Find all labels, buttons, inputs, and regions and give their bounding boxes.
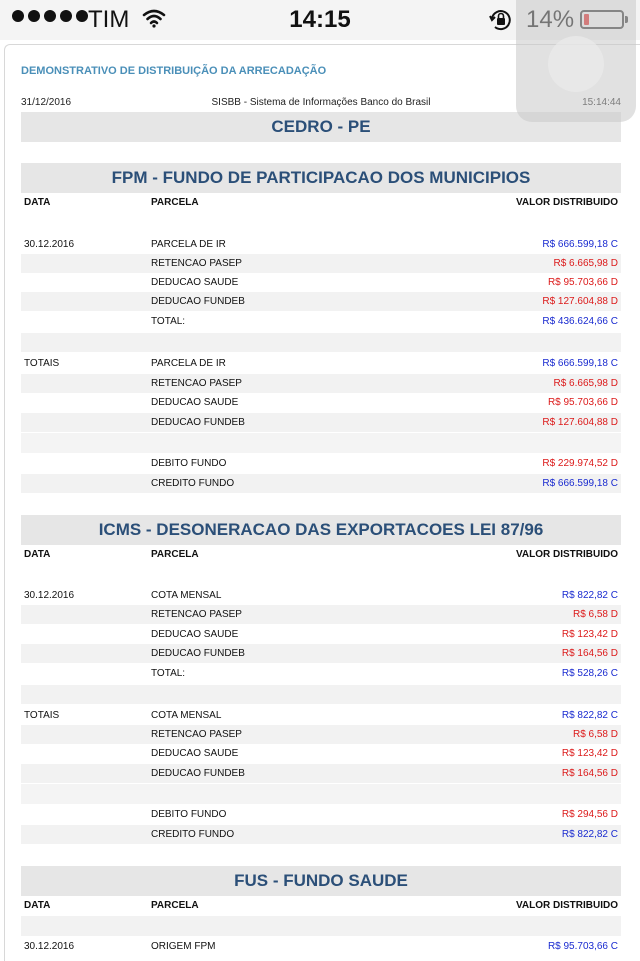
row-value: R$ 95.703,66 D	[547, 397, 618, 408]
floating-assistive-button[interactable]	[516, 0, 636, 122]
table-row	[21, 454, 621, 473]
table-row	[21, 764, 621, 783]
fus-column-headers	[21, 896, 621, 915]
column-date: DATA	[24, 197, 51, 208]
table-row	[21, 354, 621, 373]
table-spacer	[21, 685, 621, 704]
table-row	[21, 805, 621, 824]
row-parcel: CREDITO FUNDO	[151, 478, 235, 489]
row-totals-label: TOTAIS	[24, 710, 60, 721]
system-name: SISBB - Sistema de Informações Banco do Brasil	[211, 97, 431, 108]
row-parcel: DEDUCAO SAUDE	[151, 277, 239, 288]
clock: 14:15	[289, 6, 351, 33]
table-row	[21, 644, 621, 663]
table-row-total	[21, 664, 621, 683]
table-row	[21, 586, 621, 605]
table-row	[21, 744, 621, 763]
assistive-touch-icon	[548, 36, 604, 92]
column-parcel: PARCELA	[151, 900, 199, 911]
row-value: R$ 6.665,98 D	[553, 258, 618, 269]
table-row	[21, 374, 621, 393]
row-parcel: RETENCAO PASEP	[151, 609, 242, 620]
table-spacer	[21, 433, 621, 453]
icms-section-title: ICMS - DESONERACAO DAS EXPORTACOES LEI 87/96	[21, 515, 621, 545]
row-value: R$ 666.599,18 C	[542, 358, 618, 369]
table-row	[21, 393, 621, 412]
report-date: 31/12/2016	[21, 97, 72, 108]
fus-section-title: FUS - FUNDO SAUDE	[21, 866, 621, 896]
row-totals-label: TOTAIS	[24, 358, 60, 369]
column-parcel: PARCELA	[151, 549, 199, 560]
table-row-total	[21, 312, 621, 331]
row-parcel: DEDUCAO FUNDEB	[151, 768, 245, 779]
table-row	[21, 474, 621, 493]
row-parcel: PARCELA DE IR	[151, 358, 226, 369]
row-value: R$ 436.624,66 C	[542, 316, 618, 327]
table-row	[21, 413, 621, 432]
row-parcel: DEBITO FUNDO	[151, 809, 227, 820]
row-value: R$ 95.703,66 D	[547, 277, 618, 288]
row-parcel: RETENCAO PASEP	[151, 378, 242, 389]
row-value: R$ 666.599,18 C	[542, 239, 618, 250]
row-parcel: RETENCAO PASEP	[151, 729, 242, 740]
row-parcel: DEDUCAO FUNDEB	[151, 417, 245, 428]
fpm-section-title: FPM - FUNDO DE PARTICIPACAO DOS MUNICIPIOS	[21, 163, 621, 193]
row-value: R$ 528,26 C	[561, 668, 618, 679]
icms-column-headers	[21, 545, 621, 564]
row-parcel: DEDUCAO FUNDEB	[151, 296, 245, 307]
row-value: R$ 229.974,52 D	[542, 458, 618, 469]
column-value: VALOR DISTRIBUIDO	[515, 197, 618, 208]
table-row	[21, 625, 621, 644]
row-value: R$ 164,56 D	[561, 648, 618, 659]
column-date: DATA	[24, 549, 51, 560]
row-parcel: RETENCAO PASEP	[151, 258, 242, 269]
row-parcel: DEDUCAO SAUDE	[151, 748, 239, 759]
row-value: R$ 6,58 D	[572, 609, 618, 620]
row-parcel: ORIGEM FPM	[151, 941, 216, 952]
row-parcel: COTA MENSAL	[151, 590, 222, 601]
row-parcel: TOTAL:	[151, 668, 186, 679]
row-value: R$ 6.665,98 D	[553, 378, 618, 389]
row-value: R$ 822,82 C	[561, 710, 618, 721]
table-row	[21, 825, 621, 844]
table-row	[21, 235, 621, 254]
row-parcel: DEDUCAO FUNDEB	[151, 648, 245, 659]
table-spacer	[21, 784, 621, 804]
row-value: R$ 822,82 C	[561, 590, 618, 601]
row-value: R$ 95.703,66 C	[547, 941, 618, 952]
document-header: DEMONSTRATIVO DE DISTRIBUIÇÃO DA ARRECADAÇÃO	[21, 65, 327, 77]
row-value: R$ 127.604,88 D	[542, 296, 618, 307]
row-value: R$ 6,58 D	[572, 729, 618, 740]
table-spacer	[21, 916, 621, 936]
table-row	[21, 725, 621, 744]
table-row	[21, 706, 621, 725]
row-parcel: COTA MENSAL	[151, 710, 222, 721]
column-parcel: PARCELA	[151, 197, 199, 208]
row-value: R$ 822,82 C	[561, 829, 618, 840]
row-date: 30.12.2016	[24, 239, 75, 250]
carrier-name: TIM	[88, 6, 130, 33]
column-date: DATA	[24, 900, 51, 911]
table-spacer	[21, 333, 621, 352]
table-row	[21, 273, 621, 292]
municipality-title: CEDRO - PE	[21, 112, 621, 142]
column-value: VALOR DISTRIBUIDO	[515, 549, 618, 560]
row-value: R$ 123,42 D	[561, 629, 618, 640]
table-row	[21, 937, 621, 956]
table-row	[21, 605, 621, 624]
row-date: 30.12.2016	[24, 590, 75, 601]
table-row	[21, 254, 621, 273]
report-page	[4, 44, 640, 961]
row-date: 30.12.2016	[24, 941, 75, 952]
column-value: VALOR DISTRIBUIDO	[515, 900, 618, 911]
table-row	[21, 292, 621, 311]
row-value: R$ 294,56 D	[561, 809, 618, 820]
row-value: R$ 123,42 D	[561, 748, 618, 759]
rotation-lock-icon	[488, 8, 514, 32]
row-value: R$ 127.604,88 D	[542, 417, 618, 428]
row-parcel: PARCELA DE IR	[151, 239, 226, 250]
row-value: R$ 164,56 D	[561, 768, 618, 779]
row-parcel: DEDUCAO SAUDE	[151, 397, 239, 408]
row-value: R$ 666.599,18 C	[542, 478, 618, 489]
row-parcel: DEBITO FUNDO	[151, 458, 227, 469]
fpm-column-headers	[21, 193, 621, 212]
row-parcel: CREDITO FUNDO	[151, 829, 235, 840]
row-parcel: DEDUCAO SAUDE	[151, 629, 239, 640]
row-parcel: TOTAL:	[151, 316, 186, 327]
